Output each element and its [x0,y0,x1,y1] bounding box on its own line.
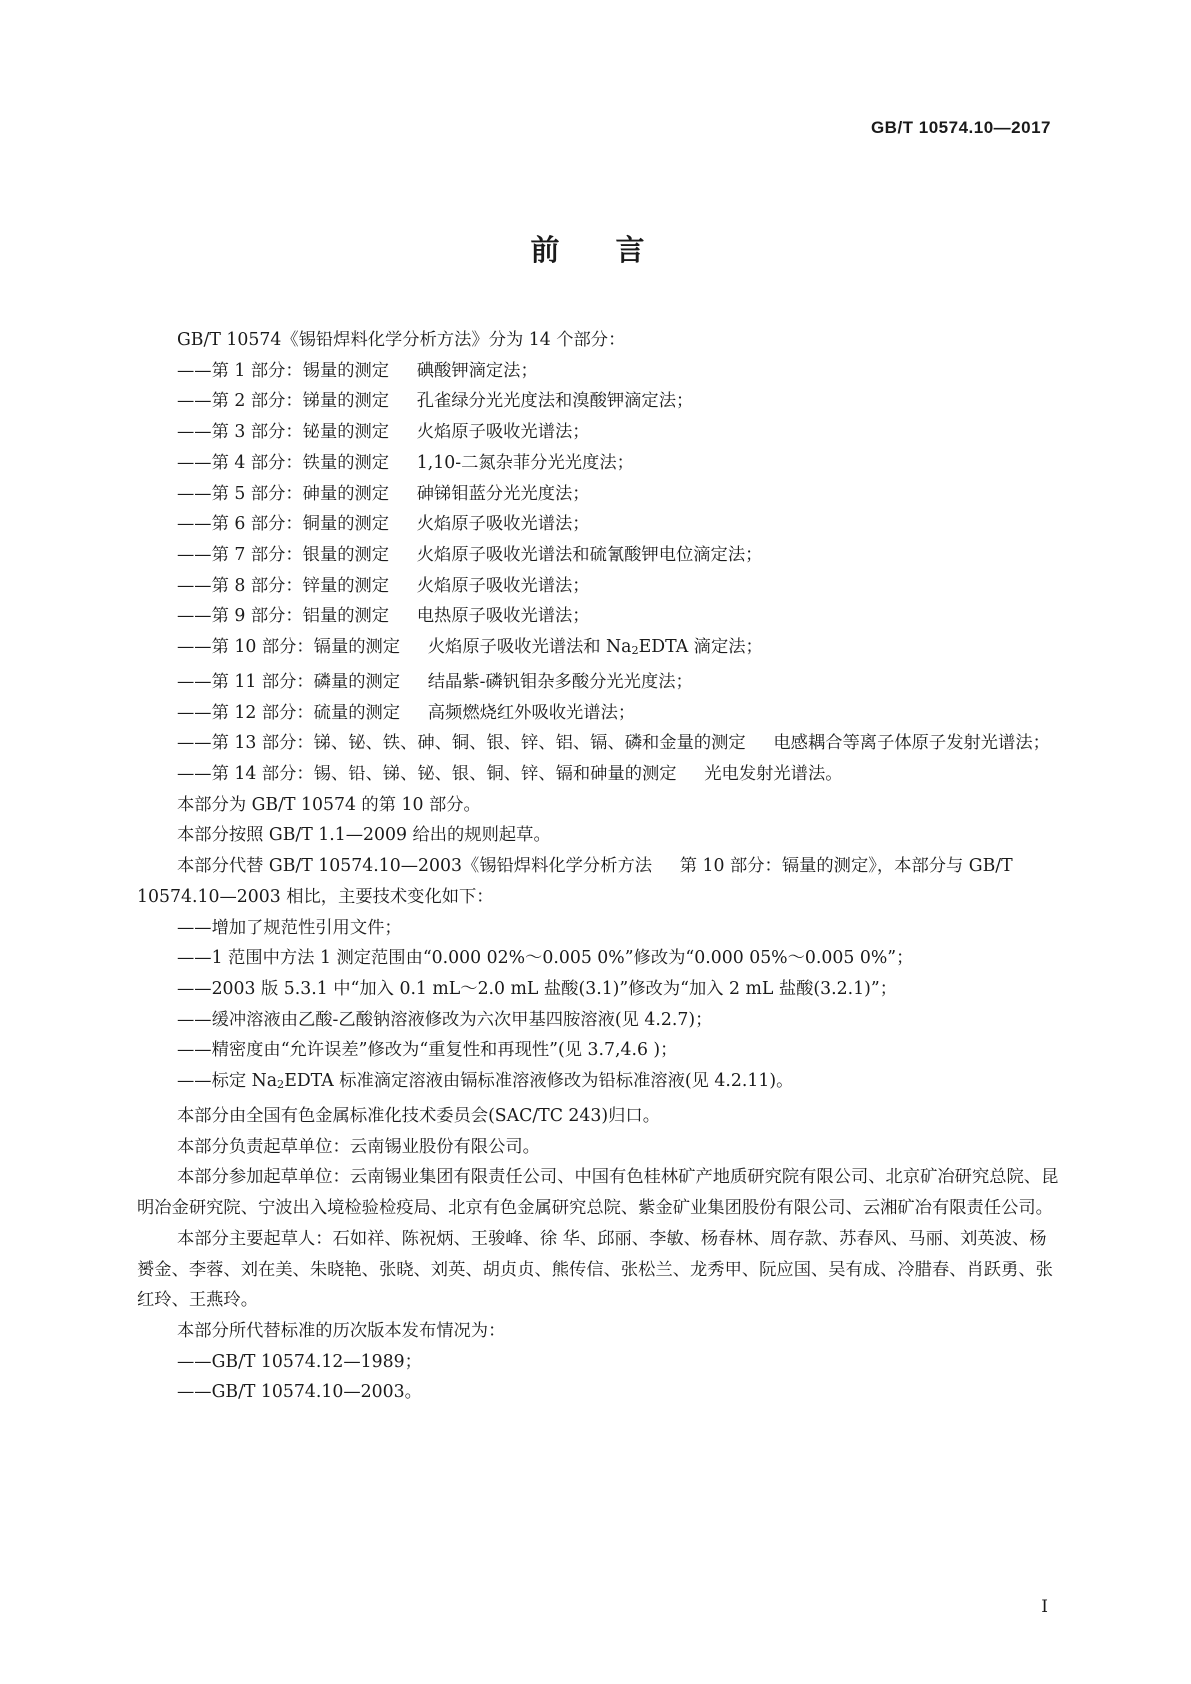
list-item: ——第 9 部分：铝量的测定 电热原子吸收光谱法； [177,606,590,627]
list-item: ——标定 $Na_2EDTA$ 标准滴定溶液由镉标准溶液修改为铅标准溶液(见 4.2.11)。 [177,1071,794,1092]
replacement-paragraph: 本部分代替 GB/T 10574.10—2003《锡铅焊料化学分析方法 第 10 部分：镉量的测定》，本部分与 GB/T 10574.10—2003 相比，主要技术变化如下： [137,856,1013,907]
list-item: ——第 14 部分：锡、铅、锑、铋、银、铜、锌、镉和砷量的测定 光电发射光谱法。 [177,764,843,785]
committee-paragraph: 本部分由全国有色金属标准化技术委员会(SAC/TC 243)归口。 [177,1106,660,1127]
drafting-unit-paragraph: 本部分负责起草单位：云南锡业股份有限公司。 [177,1136,540,1157]
list-item: ——第 10 部分：镉量的测定 火焰原子吸收光谱法和 $Na_2EDTA$ 滴定法； [177,637,763,658]
list-item: ——1 范围中方法 1 测定范围由“0.000 02%～0.005 0%”修改为“0.000 05%～0.005 0%”； [177,948,914,969]
list-item: ——第 5 部分：砷量的测定 砷锑钼蓝分光光度法； [177,483,590,504]
standard-code: GB/T 10574.10—2017 [870,118,1051,137]
list-item: ——第 12 部分：硫量的测定 高频燃烧红外吸收光谱法； [177,702,636,723]
parts-list [137,356,1060,790]
drafters-paragraph: 本部分主要起草人：石如祥、陈祝炳、王骏峰、徐 华、邱丽、李敏、杨春林、周存款、苏春风、马丽、刘英波、杨赟金、李蓉、刘在美、朱晓艳、张晓、刘英、胡贞贞、熊传信、张松兰、龙秀甲、阮应国、吴有成、冷腊春、肖跃勇、张红玲、王燕玲。 [137,1228,1053,1311]
part-paragraph: 本部分为 GB/T 10574 的第 10 部分。 [177,794,481,815]
list-item: ——第 2 部分：锑量的测定 孔雀绿分光光度法和溴酸钾滴定法； [177,391,694,412]
list-item: ——缓冲溶液由乙酸-乙酸钠溶液修改为六次甲基四胺溶液(见 4.2.7)； [177,1009,713,1030]
list-item: ——第 1 部分：锡量的测定 碘酸钾滴定法； [177,360,538,381]
list-item: ——GB/T 10574.10—2003。 [177,1382,422,1403]
list-item: ——第 4 部分：铁量的测定 1,10-二氮杂菲分光光度法； [177,452,634,473]
list-item: ——第 3 部分：铋量的测定 火焰原子吸收光谱法； [177,422,590,443]
changes-list [137,913,1060,1101]
list-item: ——第 8 部分：锌量的测定 火焰原子吸收光谱法； [177,575,590,596]
list-item: ——增加了规范性引用文件； [177,917,402,938]
list-item: ——精密度由“允许误差”修改为“重复性和再现性”(见 3.7,4.6 )； [177,1040,678,1061]
participants-paragraph: 本部分参加起草单位：云南锡业集团有限责任公司、中国有色桂林矿产地质研究院有限公司、北京矿冶研究总院、昆明冶金研究院、宁波出入境检验检疫局、北京有色金属研究总院、紫金矿业集团股份有限公司、云湘矿冶有限责任公司。 [137,1167,1059,1219]
list-item: ——GB/T 10574.12—1989； [177,1351,422,1372]
history-paragraph: 本部分所代替标准的历次版本发布情况为： [177,1320,506,1341]
page-number: I [1041,1597,1048,1617]
list-item: ——2003 版 5.3.1 中“加入 0.1 mL～2.0 mL 盐酸(3.1)”修改为“加入 2 mL 盐酸(3.2.1)”； [177,979,897,999]
intro-paragraph: GB/T 10574《锡铅焊料化学分析方法》分为 14 个部分： [177,330,626,350]
rules-paragraph: 本部分按照 GB/T 1.1—2009 给出的规则起草。 [177,825,551,846]
list-item: ——第 11 部分：磷量的测定 结晶紫-磷钒钼杂多酸分光光度法； [177,671,693,692]
list-item: ——第 13 部分：锑、铋、铁、砷、铜、银、锌、铝、镉、磷和金量的测定 电感耦合等离子体原子发射光谱法； [177,733,1050,754]
page-title: 前言 [530,233,701,267]
document-body [137,325,1060,1408]
list-item: ——第 6 部分：铜量的测定 火焰原子吸收光谱法； [177,514,590,535]
history-list [137,1347,1060,1408]
list-item: ——第 7 部分：银量的测定 火焰原子吸收光谱法和硫氰酸钾电位滴定法； [177,544,763,565]
